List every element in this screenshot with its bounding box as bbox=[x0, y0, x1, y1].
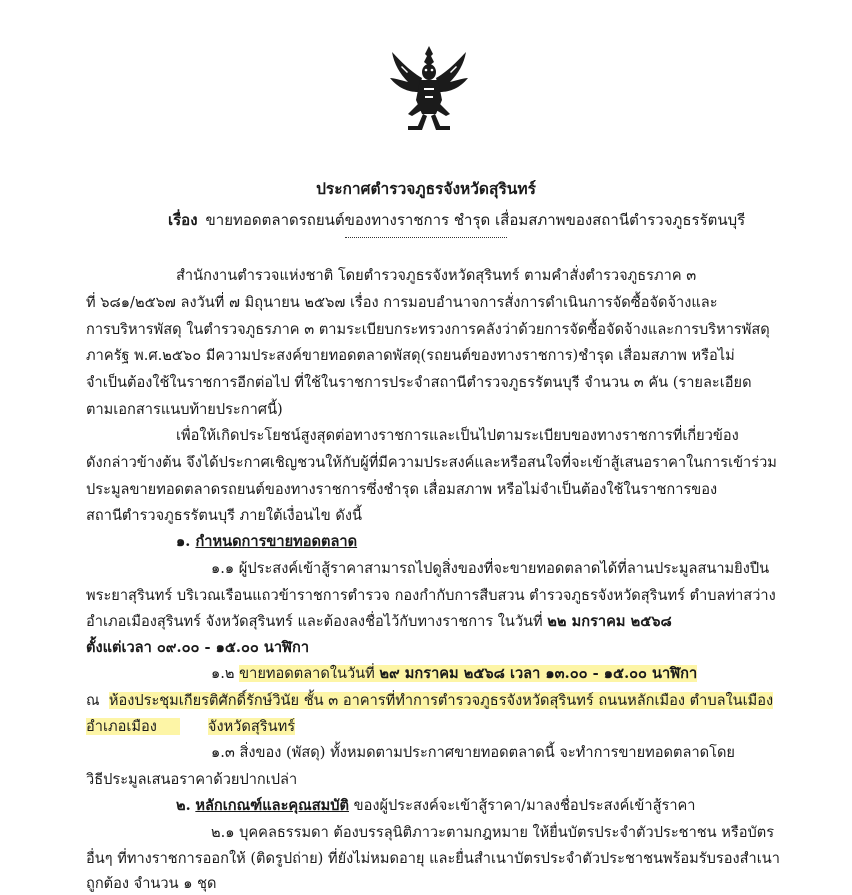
paragraph-line: วิธีประมูลเสนอราคาด้วยปากเปล่า bbox=[86, 771, 298, 788]
paragraph-line: ประมูลขายทอดตลาดรถยนต์ของทางราชการซึ่งชำรุด เสื่อมสภาพ หรือไม่จำเป็นต้องใช้ในราชการของ bbox=[86, 481, 718, 498]
district-text: อำเภอเมือง bbox=[86, 718, 157, 735]
highlighted-text: ขายทอดตลาดในวันที่ bbox=[239, 665, 375, 682]
paragraph-line: สถานีตำรวจภูธรรัตนบุรี ภายใต้เงื่อนไข ดังนี้ bbox=[86, 507, 362, 524]
auction-venue-line bbox=[86, 689, 786, 712]
subject-text: ขายทอดตลาดรถยนต์ของทางราชการ ชำรุด เสื่อมสภาพของสถานีตำรวจภูธรรัตนบุรี bbox=[205, 211, 746, 229]
garuda-emblem bbox=[388, 44, 470, 136]
paragraph-line: ดังกล่าวข้างต้น จึงได้ประกาศเชิญชวนให้กับผู้ที่มีความประสงค์และหรือสนใจที่จะเข้าสู้เสนอราคาในการเข้าร่วม bbox=[86, 454, 777, 471]
paragraph-line: ตามเอกสารแนบท้ายประกาศนี้) bbox=[86, 401, 283, 418]
paragraph-line: การบริหารพัสดุ ในตำรวจภูธรภาค ๓ ตามระเบียบกระทรวงการคลังว่าด้วยการจัดซื้อจัดจ้างและการบริหารพัสดุ bbox=[86, 321, 770, 338]
paragraph-line: ที่ ๖๘๑/๒๕๖๗ ลงวันที่ ๗ มิถุนายน ๒๕๖๗ เรื่อง การมอบอำนาจการสั่งการดำเนินการจัดซื้อจัดจ้างและ bbox=[86, 294, 718, 311]
section-number: ๒. bbox=[176, 797, 191, 814]
paragraph-line: จำเป็นต้องใช้ในราชการอีกต่อไป ที่ใช้ในราชการประจำสถานีตำรวจภูธรรัตนบุรี จำนวน ๓ คัน (รายละเอียด bbox=[86, 374, 752, 391]
divider-dots bbox=[345, 237, 507, 238]
auction-date-line bbox=[211, 662, 786, 685]
province-text: จังหวัดสุรินทร์ bbox=[207, 718, 296, 735]
paragraph-line: อื่นๆ ที่ทางราชการออกให้ (ติดรูปถ่าย) ที่ยังไม่หมดอายุ และยื่นสำเนาบัตรประจำตัวประชาชนพร้อมรับรองสำเนา bbox=[86, 850, 780, 867]
auction-venue-line bbox=[86, 715, 786, 738]
paragraph-line: ๑.๓ สิ่งของ (พัสดุ) ทั้งหมดตามประกาศขายทอดตลาดนี้ จะทำการขายทอดตลาดโดย bbox=[211, 744, 735, 761]
paragraph-line: ๑.๑ ผู้ประสงค์เข้าสู้ราคาสามารถไปดูสิ่งของที่จะขายทอดตลาดได้ที่ลานประมูลสนามยิงปืน bbox=[211, 560, 770, 577]
paragraph-line: ๒.๑ บุคคลธรรมดา ต้องบรรลุนิติภาวะตามกฎหมาย ให้ยื่นบัตรประจำตัวประชาชน หรือบัตร bbox=[211, 824, 775, 841]
paragraph-line: ภาครัฐ พ.ศ.๒๕๖๐ มีความประสงค์ขายทอดตลาดพัสดุ(รถยนต์ของทางราชการ)ชำรุด เสื่อมสภาพ หรือไม่ bbox=[86, 347, 735, 364]
registration-date: ๒๒ มกราคม ๒๕๖๘ bbox=[547, 613, 672, 630]
announcement-title: ประกาศตำรวจภูธรจังหวัดสุรินทร์ bbox=[316, 179, 536, 198]
paragraph-line: สำนักงานตำรวจแห่งชาติ โดยตำรวจภูธรจังหวัดสุรินทร์ ตามคำสั่งตำรวจภูธรภาค ๓ bbox=[176, 267, 697, 284]
paragraph-line bbox=[86, 610, 786, 633]
subject-label: เรื่อง bbox=[168, 211, 198, 229]
text-run: ณ bbox=[86, 692, 100, 709]
announcement-subject bbox=[168, 208, 828, 232]
section-heading-2 bbox=[176, 794, 786, 817]
section-heading-1 bbox=[176, 530, 786, 553]
registration-time: ตั้งแต่เวลา ๐๙.๐๐ - ๑๕.๐๐ นาฬิกา bbox=[86, 639, 310, 656]
auction-venue: ห้องประชุมเกียรติศักดิ์รักษ์วินัย ชั้น ๓ อาคารที่ทำการตำรวจภูธรจังหวัดสุรินทร์ ถนนหลักเมือง ตำบลในเมือง bbox=[108, 692, 774, 709]
section-number: ๑. bbox=[176, 533, 191, 550]
text-run: ๑.๒ bbox=[211, 665, 235, 682]
section-title: หลักเกณฑ์และคุณสมบัติ bbox=[195, 797, 349, 814]
section-title-rest: ของผู้ประสงค์จะเข้าสู้ราคา/มาลงชื่อประสงค์เข้าสู้ราคา bbox=[353, 797, 696, 814]
paragraph-line: เพื่อให้เกิดประโยชน์สูงสุดต่อทางราชการและเป็นไปตามระเบียบของทางราชการที่เกี่ยวข้อง bbox=[176, 427, 739, 444]
paragraph-line: พระยาสุรินทร์ บริเวณเรือนแถวข้าราชการตำรวจ กองกำกับการสืบสวน ตำรวจภูธรจังหวัดสุรินทร์ ตำบลท่าสว่าง bbox=[86, 587, 776, 604]
paragraph-line: ถูกต้อง จำนวน ๑ ชุด bbox=[86, 875, 217, 892]
auction-datetime: ๒๙ มกราคม ๒๕๖๘ เวลา ๑๓.๐๐ - ๑๕.๐๐ นาฬิกา bbox=[379, 665, 698, 682]
section-title: กำหนดการขายทอดตลาด bbox=[195, 533, 358, 550]
text-run: อำเภอเมืองสุรินทร์ จังหวัดสุรินทร์ และต้องลงชื่อไว้กับทางราชการ ในวันที่ bbox=[86, 613, 543, 630]
